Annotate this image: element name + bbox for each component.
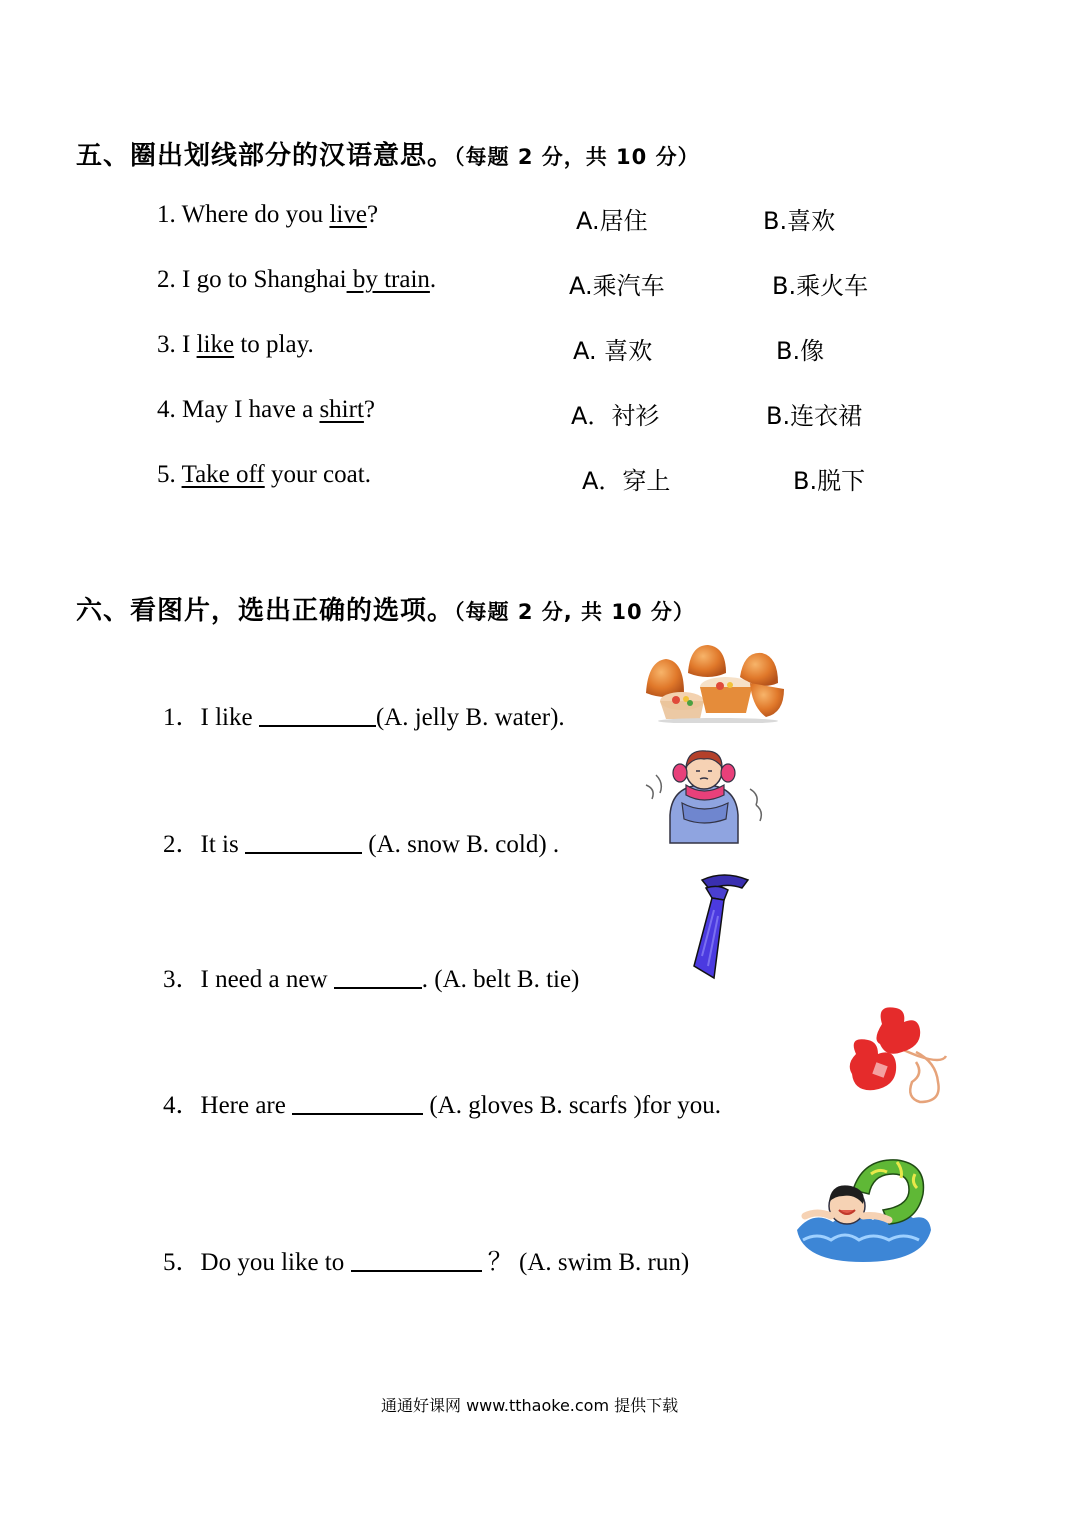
section6-question-1: 1．I like (A. jelly B. water). — [163, 697, 565, 733]
underlined-word: live — [329, 201, 367, 228]
section6-title — [76, 590, 695, 627]
section6-question-5: 5．Do you like to ？ (A. swim B. run) — [163, 1242, 689, 1278]
section5-option-a-4[interactable]: A．衬衫 — [571, 402, 660, 430]
underlined-word: by train — [346, 266, 430, 293]
section5-title — [76, 135, 700, 172]
gloves-icon — [846, 1002, 956, 1112]
swimming-boy-icon — [793, 1150, 933, 1265]
section5-title-text: 五、圈出划线部分的汉语意思。 — [76, 141, 455, 171]
section6-question-2: 2．It is (A. snow B. cold) . — [163, 824, 559, 860]
answer-blank[interactable] — [292, 1089, 423, 1115]
section5-question-5: 5. Take off your coat. — [157, 461, 371, 488]
answer-blank[interactable] — [351, 1246, 482, 1272]
section6-question-3: 3．I need a new . (A. belt B. tie) — [163, 959, 579, 995]
section5-option-a-3[interactable]: A. 喜欢 — [573, 337, 653, 365]
section5-question-1: 1. Where do you live? — [157, 201, 379, 228]
section6-title-text: 六、看图片，选出正确的选项。 — [76, 596, 455, 626]
section5-question-2: 2. I go to Shanghai by train. — [157, 266, 437, 293]
section5-question-4: 4. May I have a shirt? — [157, 396, 376, 423]
section5-option-b-5[interactable]: B.脱下 — [793, 467, 866, 495]
section5-option-a-2[interactable]: A.乘汽车 — [569, 272, 665, 300]
section5-option-b-4[interactable]: B.连衣裙 — [766, 402, 863, 430]
underlined-word: shirt — [319, 396, 364, 423]
section5-question-3: 3. I like to play. — [157, 331, 314, 358]
section5-option-a-1[interactable]: A.居住 — [576, 207, 648, 235]
section6-score: （每题 2 分, 共 10 分） — [454, 600, 695, 624]
section6-question-4: 4．Here are (A. gloves B. scarfs )for you. — [163, 1085, 721, 1121]
section5-option-b-3[interactable]: B.像 — [776, 337, 825, 365]
section5-score: （每题 2 分，共 10 分） — [454, 145, 700, 169]
answer-blank[interactable] — [334, 963, 422, 989]
answer-blank[interactable] — [245, 828, 362, 854]
jelly-icon — [638, 643, 788, 723]
underlined-word: Take off — [181, 461, 265, 488]
section5-option-a-5[interactable]: A．穿上 — [582, 467, 671, 495]
section5-option-b-1[interactable]: B.喜欢 — [763, 207, 836, 235]
cold-boy-icon — [642, 745, 767, 845]
underlined-word: like — [196, 331, 235, 358]
tie-icon — [684, 870, 756, 985]
answer-blank[interactable] — [259, 701, 376, 727]
section5-option-b-2[interactable]: B.乘火车 — [772, 272, 869, 300]
footer: 通通好课网 www.tthaoke.com 提供下载 — [381, 1396, 679, 1415]
